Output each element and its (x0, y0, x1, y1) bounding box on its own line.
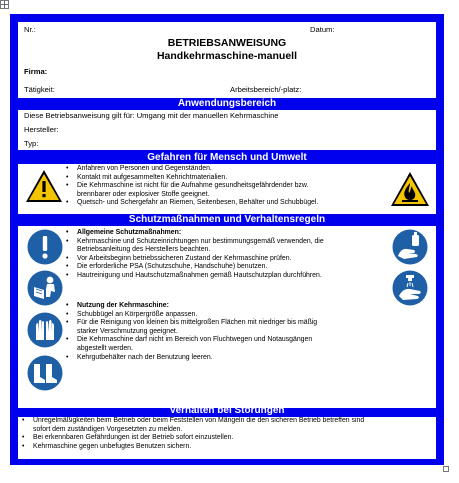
gefahren-list (64, 165, 318, 208)
list-heading: • Nutzung der Kehrmaschine: (64, 302, 317, 311)
list-item: • Die Kehrmaschine ist nicht für die Aufnahme gesundheitsgefährdender bzw. (64, 182, 318, 191)
hersteller-label: Hersteller: (24, 125, 59, 134)
list-item: • Hautreinigung und Hautschutzmaßnahmen gemäß Hautschutzplan durchführen. (64, 272, 324, 281)
list-item: • Die Kehrmaschine darf nicht im Bereich von Fluchtwegen und Notausgängen (64, 336, 317, 345)
read-manual-icon (27, 270, 63, 306)
list-item: • Anfahren von Personen und Gegenständen. (64, 165, 318, 174)
schutz-heading: Schutzmaßnahmen und Verhaltensregeln (128, 214, 326, 225)
list-item: • Quetsch- und Schergefahr an Riemen, Seitenbesen, Behälter und Schubbügel. (64, 199, 318, 208)
gefahren-section (18, 164, 436, 214)
list-item (64, 345, 317, 354)
stoerungen-list (20, 417, 364, 451)
list-item-continuation: brennbarer oder explosiver Stoffe geeignet. (77, 190, 210, 198)
table-resize-handle[interactable] (443, 466, 449, 472)
safety-boots-icon (27, 355, 63, 391)
nutzung-list (64, 302, 317, 362)
list-item: • Unregelmäßigkeiten beim Betrieb oder beim Feststellen von Mängeln die den sicheren Betrieb betreffen sind (20, 417, 364, 426)
anwendungsbereich-section (18, 110, 436, 150)
typ-label: Typ: (24, 139, 39, 148)
list-item: • Vor Arbeitsbeginn betriebssicheren Zustand der Kehrmaschine prüfen. (64, 255, 324, 264)
operating-instruction-sheet (10, 14, 444, 465)
list-item: • Kehrmaschine und Schutzeinrichtungen nur bestimmungsgemäß verwenden, die (64, 238, 324, 247)
wear-gloves-icon (27, 312, 63, 348)
list-item: • Bei erkennbaren Gefährdungen ist der Betrieb sofort einzustellen. (20, 434, 364, 443)
list-item (20, 426, 364, 435)
list-item: • Kehrgutbehälter nach der Benutzung leeren. (64, 354, 317, 363)
stoerungen-section (18, 417, 436, 459)
list-heading: • Allgemeine Schutzmaßnahmen: (64, 229, 324, 238)
stoerungen-heading: Verhalten bei Störungen (169, 405, 285, 416)
list-item-continuation: sofort dem zuständigen Vorgesetzten zu melden. (33, 425, 183, 433)
arbeitsbereich-label: Arbeitsbereich/-platz: (230, 85, 302, 94)
list-item (64, 191, 318, 200)
firma-label: Firma: (24, 67, 48, 76)
wash-hands-icon (392, 270, 428, 306)
page-title: BETRIEBSANWEISUNG (167, 37, 287, 49)
list-item-continuation: abgestellt werden. (77, 344, 133, 352)
anwendungsbereich-heading: Anwendungsbereich (177, 98, 277, 109)
header-section (18, 22, 436, 98)
list-item: • Kehrmaschine gegen unbefugtes Benutzen sichern. (20, 443, 364, 452)
general-mandatory-icon (27, 229, 63, 265)
list-item: • Die erforderliche PSA (Schutzschuhe, Handschuhe) benutzen. (64, 263, 324, 272)
schutz-section (18, 226, 436, 408)
scope-text: Diese Betriebsanweisung gilt für: Umgang mit der manuellen Kehrmaschine (24, 111, 279, 120)
hand-protection-cream-icon (392, 229, 428, 265)
taetigkeit-label: Tätigkeit: (24, 85, 55, 94)
list-item: • Kontakt mit aufgesammelten Kehrichtmaterialien. (64, 174, 318, 183)
gefahren-heading: Gefahren für Mensch und Umwelt (147, 152, 307, 163)
warning-sign-icon (25, 169, 63, 203)
list-item (64, 246, 324, 255)
list-item (64, 328, 317, 337)
table-move-handle[interactable] (0, 0, 9, 9)
list-item: • Schubbügel an Körpergröße anpassen. (64, 311, 317, 320)
nr-label: Nr.: (24, 25, 36, 34)
list-item: • Für die Reinigung von kleinen bis mittelgroßen Flächen mit niedriger bis mäßig (64, 319, 317, 328)
move-arrows-icon (1, 1, 8, 8)
flammable-sign-icon (390, 171, 430, 207)
list-item-continuation: starker Verschmutzung geeignet. (77, 327, 178, 335)
list-item-continuation: Betriebsanleitung des Herstellers beachten. (77, 246, 211, 254)
datum-label: Datum: (310, 25, 335, 34)
page-subtitle: Handkehrmaschine-manuell (156, 50, 298, 62)
allgemeine-schutzmassnahmen-list (64, 229, 324, 281)
